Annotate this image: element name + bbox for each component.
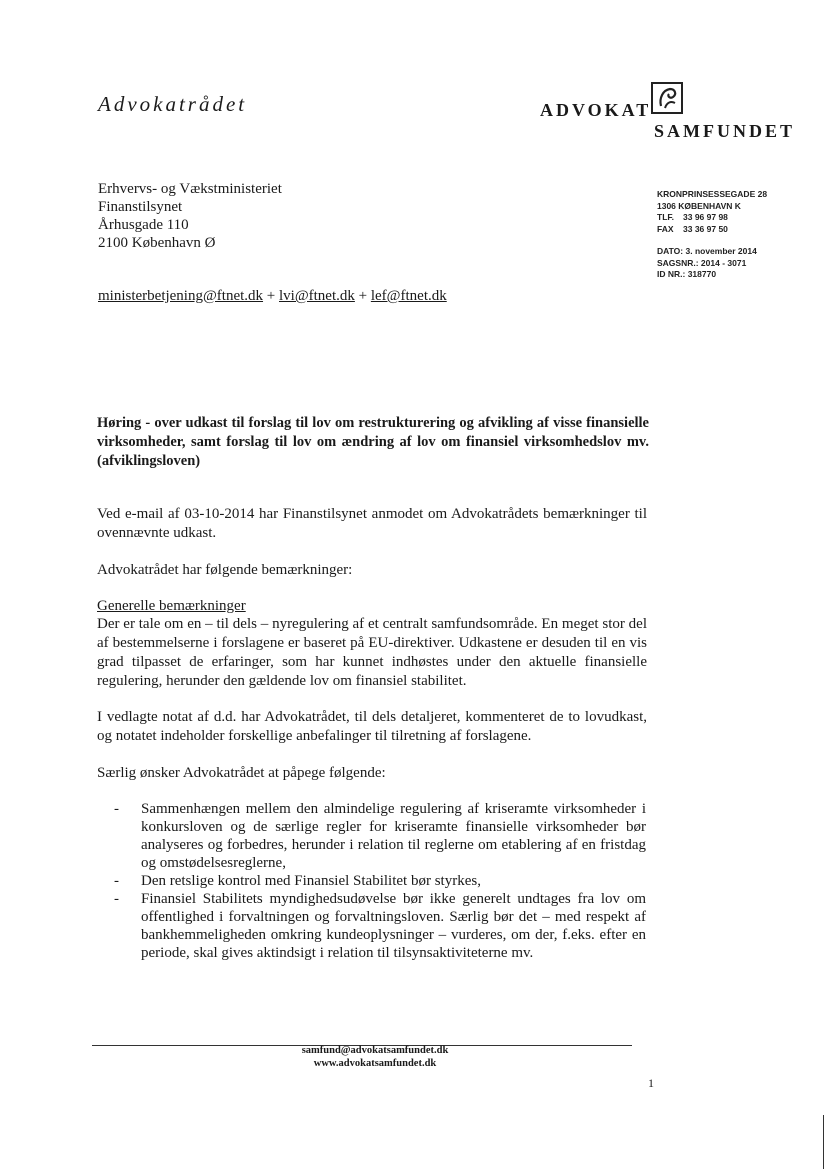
bullet-list: [114, 800, 646, 962]
list-item: [114, 872, 646, 890]
bullet-dash: -: [114, 801, 119, 817]
recipient-line: 2100 København Ø: [98, 235, 216, 251]
sender-info: [657, 189, 767, 281]
list-item-text: Den retslige kontrol med Finansiel Stabilitet bør styrkes,: [141, 873, 481, 889]
bullet-dash: -: [114, 873, 119, 889]
recipient-line: Erhvervs- og Vækstministeriet: [98, 181, 282, 197]
case-number: SAGSNR.: 2014 - 3071: [657, 257, 747, 268]
list-item-text: Sammenhængen mellem den almindelige regulering af kriseramte virksomheder i konkursloven og de særlige regler for kriseramte finansielle virksomheder bør analyseres og forbedres, herunder i relation til reglerne om etablering af en fristdag og omstødelsesreglerne,: [141, 801, 646, 871]
paragraph-general: Der er tale om en – til dels – nyregulering af et centralt samfundsområde. En meget stor del af bestemmelserne i forslagene er baseret på EU-direktiver. Udkastene er desuden til en vis grad tilpasset de erfaringer, som har kunnet indhøstes under den aktuelle finansielle regulering, herunder den gældende lov om finansiel stabilitet.: [97, 616, 647, 689]
sender-city: 1306 KØBENHAVN K: [657, 200, 741, 211]
email-separator: +: [266, 288, 276, 304]
id-number: ID NR.: 318770: [657, 269, 717, 279]
advokatraadet-brand: Advokatrådet: [98, 92, 248, 116]
footer-email[interactable]: samfund@advokatsamfundet.dk: [301, 1045, 449, 1056]
email-link-lvi[interactable]: lvi@ftnet.dk: [279, 288, 355, 304]
paragraph-notat: I vedlagte notat af d.d. har Advokatrådet, til dels detaljeret, kommenteret de to lovudkast, og notatet indeholder forskellige anbefalinger til tilretning af forslagene.: [97, 709, 647, 744]
advokatsamfundet-brand-line2: SAMFUNDET: [654, 121, 796, 141]
sender-street: KRONPRINSESSEGADE 28: [657, 189, 768, 199]
letter-date: DATO: 3. november 2014: [657, 246, 757, 256]
email-separator: +: [358, 288, 368, 304]
fax-label: FAX: [657, 223, 674, 234]
bullet-dash: -: [114, 891, 119, 907]
email-link-ministerbetjening[interactable]: ministerbetjening@ftnet.dk: [98, 288, 264, 304]
page-number: 1: [648, 1076, 654, 1090]
recipient-line: Århusgade 110: [98, 217, 189, 233]
tlf-value: 33 96 97 98: [683, 212, 728, 222]
letter-subject: Høring - over udkast til forslag til lov om restrukturering og afvikling af visse finansielle virksomheder, samt forslag til lov om ændring af lov om finansiel virksomhedslov mv. (afviklingsloven): [97, 415, 649, 469]
sender-fax: [657, 224, 767, 236]
paragraph-remarks: Advokatrådet har følgende bemærkninger:: [97, 562, 353, 578]
advokatsamfundet-logo-icon: [651, 82, 683, 114]
advokatsamfundet-brand-line1: ADVOKAT: [540, 100, 652, 120]
paragraph-intro: Ved e-mail af 03-10-2014 har Finanstilsynet anmodet om Advokatrådets bemærkninger til ovennævnte udkast.: [97, 506, 647, 541]
recipient-address: [98, 180, 282, 252]
email-link-lef[interactable]: lef@ftnet.dk: [370, 288, 447, 304]
scan-edge-mark: [823, 1115, 824, 1169]
recipient-line: Finanstilsynet: [98, 199, 183, 215]
sender-phone: [657, 212, 767, 224]
list-item-text: Finansiel Stabilitets myndighedsudøvelse bør ikke generelt undtages fra lov om offentlighed i forvaltningen og forvaltningsloven. Særlig bør det – med respekt af bankhemmeligheden omkring kundeoplysninger – vurderes, om der, f.eks. efter en periode, skal gives aktindsigt i relation til tilsynsaktiviteterne mv.: [141, 891, 646, 961]
fax-value: 33 36 97 50: [683, 223, 728, 234]
recipient-emails: [98, 288, 447, 305]
footer-website[interactable]: www.advokatsamfundet.dk: [313, 1058, 437, 1069]
paragraph-particular: Særlig ønsker Advokatrådet at påpege følgende:: [97, 765, 386, 781]
footer-contact: [250, 1044, 500, 1070]
section-heading: Generelle bemærkninger: [97, 598, 246, 614]
list-item: [114, 800, 646, 872]
list-item: [114, 890, 646, 962]
tlf-label: TLF.: [657, 212, 674, 222]
